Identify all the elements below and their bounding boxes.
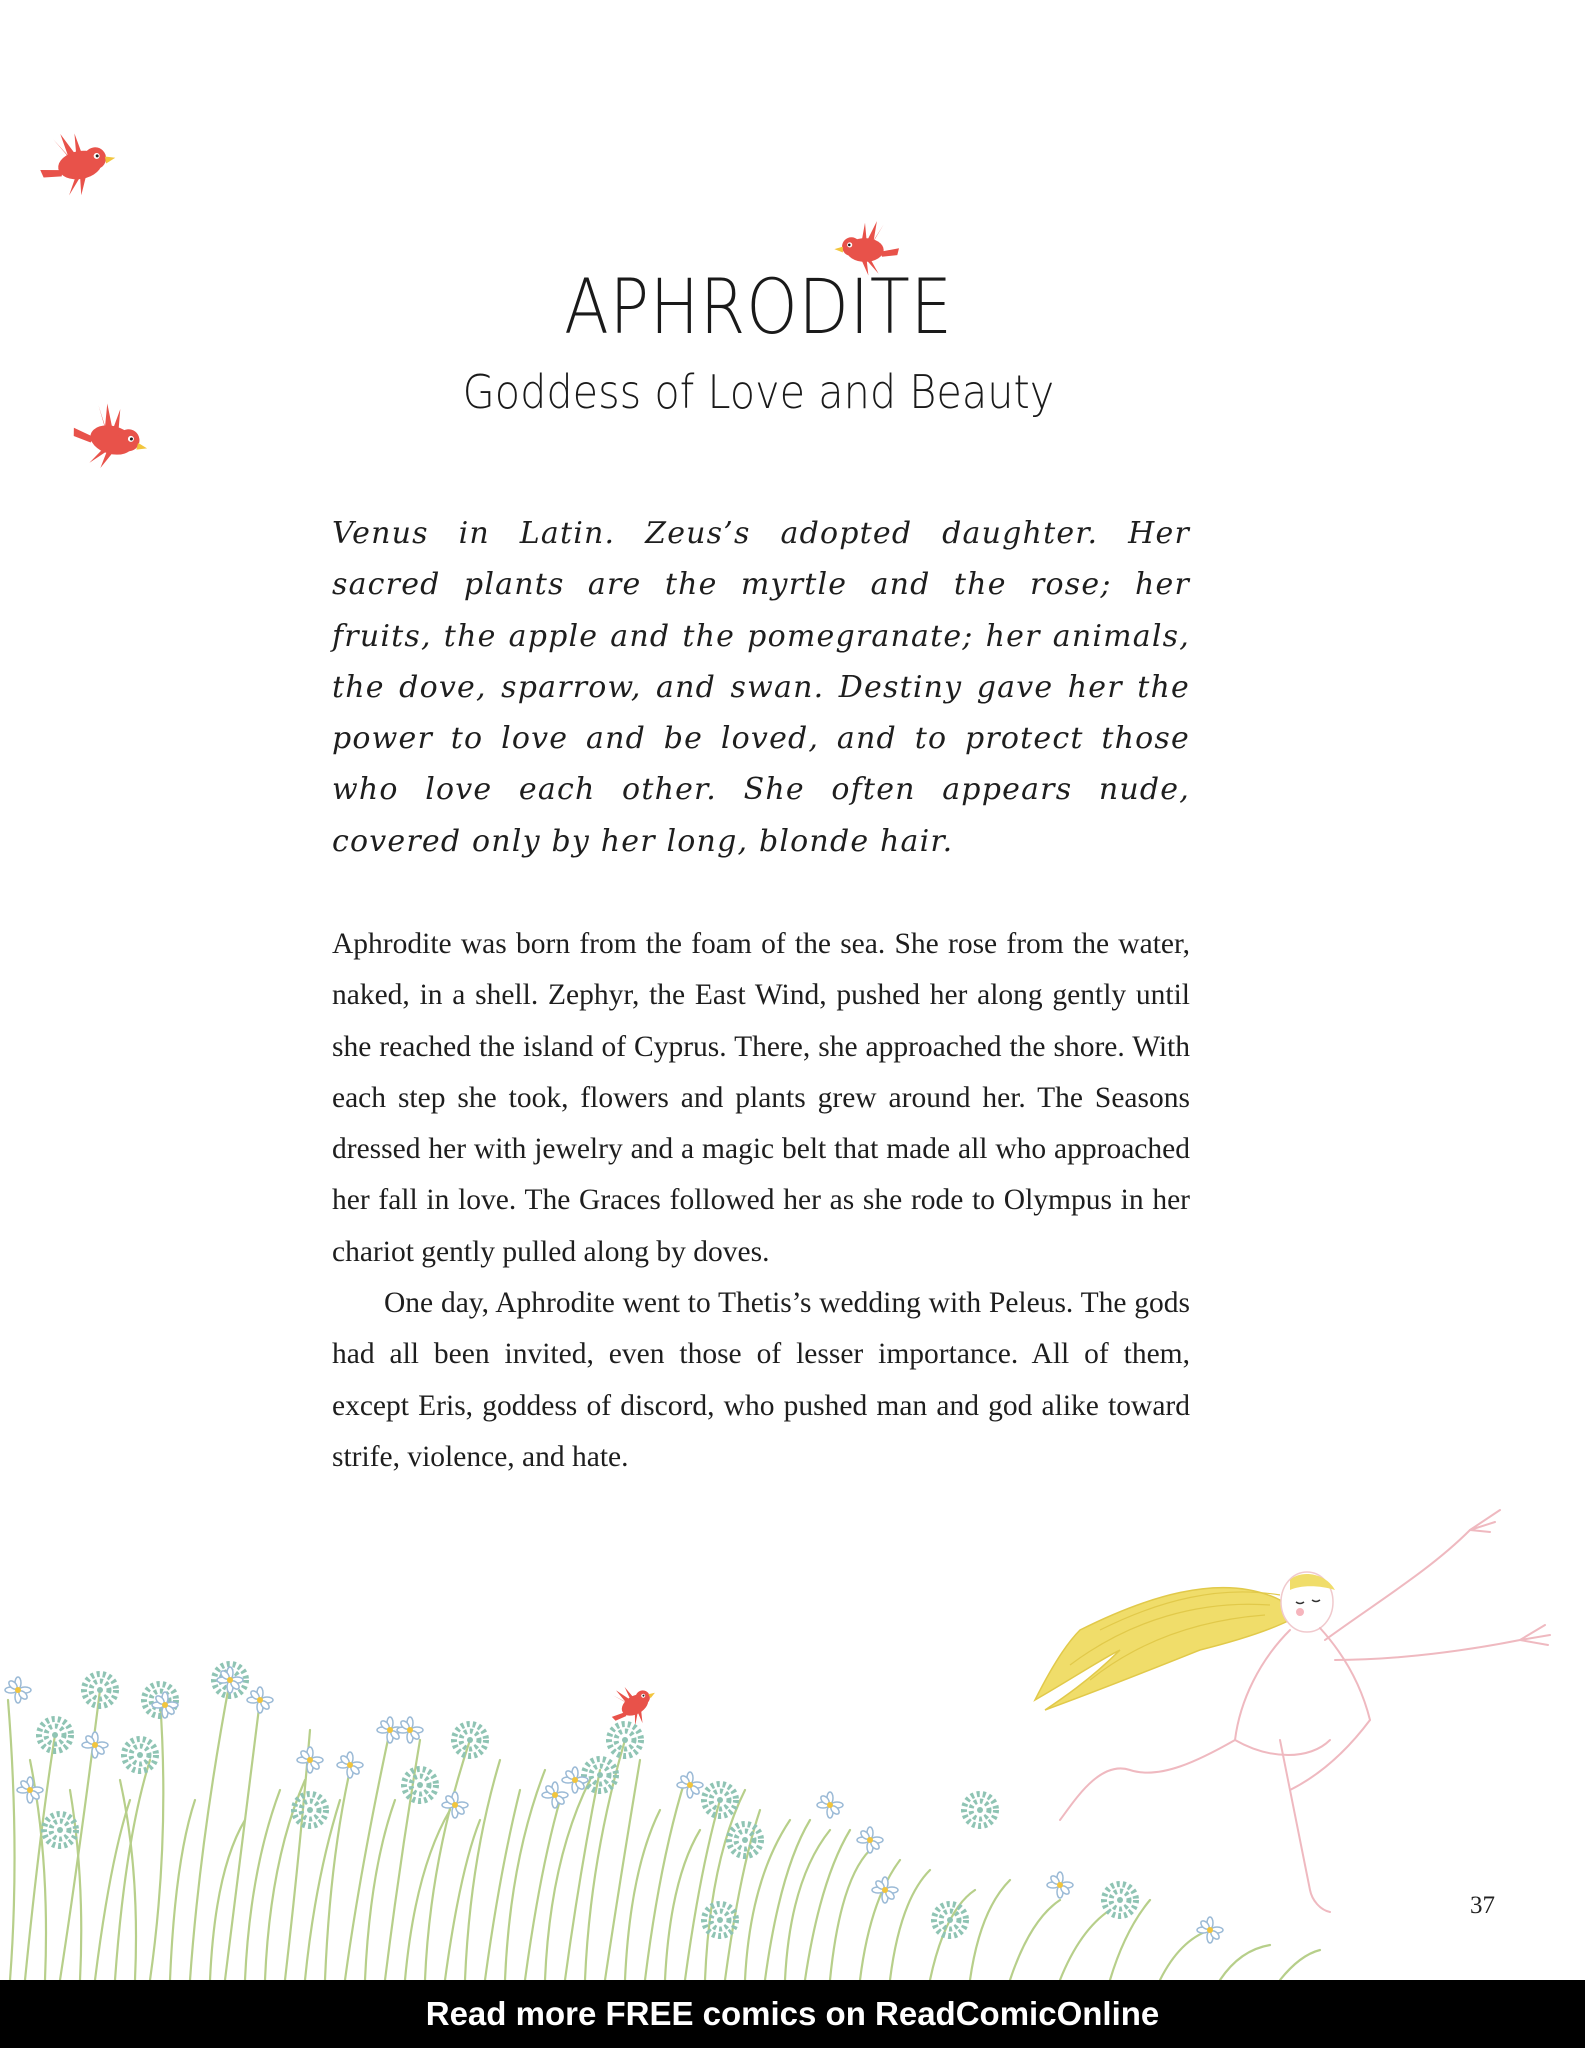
bird-icon bbox=[601, 1674, 665, 1735]
bird-icon bbox=[35, 125, 121, 201]
meadow-illustration bbox=[5, 1664, 1320, 1980]
body-paragraph: One day, Aphrodite went to Thetis’s wedding with Peleus. The gods had all been invited, even those of lesser importance. All of them, except Eris, goddess of discord, who pushed man and god alike toward strife, violence, and hate. bbox=[332, 1287, 1190, 1473]
promo-banner[interactable]: Read more FREE comics on ReadComicOnline bbox=[0, 1980, 1585, 2048]
body-text bbox=[332, 919, 1190, 1483]
intro-paragraph: Venus in Latin. Zeus’s adopted daughter. Her sacred plants are the myrtle and the rose; her fruits, the apple and the pomegranate; her animals, the dove, sparrow, and swan. Destiny gave her the power to love and be loved, and to protect those who love each other. She often appears nude, covered only by her long, blonde hair. bbox=[332, 516, 1190, 859]
page-title: APHRODITE bbox=[564, 262, 953, 351]
page-subtitle: Goddess of Love and Beauty bbox=[462, 365, 1055, 419]
body-paragraph: Aphrodite was born from the foam of the sea. She rose from the water, naked, in a shell. Zephyr, the East Wind, pushed her along gently until she reached the island of Cyprus. There, she approached the shore. With each step she took, flowers and plants grew around her. The Seasons dressed her with jewelry and a magic belt that made all who approached her fall in love. The Graces followed her as she rode to Olympus in her chariot gently pulled along by doves. bbox=[332, 928, 1190, 1268]
page-number: 37 bbox=[1470, 1892, 1495, 1919]
aphrodite-figure bbox=[1035, 1510, 1550, 1912]
